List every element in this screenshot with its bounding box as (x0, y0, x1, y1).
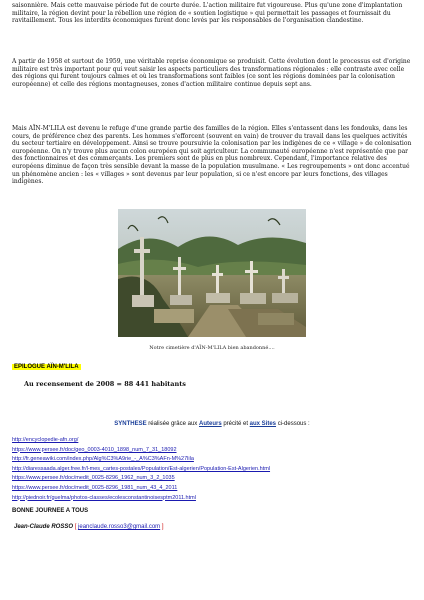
census-line: Au recensement de 2008 = 88 441 habitants (24, 380, 186, 388)
paragraph-3: Mais AÏN-M'LILA est devenu le refuge d'une grande partie des familles de la région. Elles s'entassent dans les fondouks, dans les cours, de préférence chez des parents. Les hommes s'efforcent (souvent en vain) de trouver du travail dans les quelques activités du secteur tertiaire en développement. Ainsi se trouve poursuivie la colonisation par les indigènes de ce « village » de colonisation européenne. On n'y trouve plus aucun colon européen qui soit agriculteur. La communauté européenne n'est représentée que par des fonctionnaires et des commerçants. Les premiers sont de plus en plus nombreux. Cependant, l'importance relative des européens diminue de façon très sensible devant la masse de la population musulmane. « Les regroupements » ont donc accentué un phénomène ancien : les « villages » sont devenus par leur population, si ce n'est encore par leurs fonctions, des villages indigènes. (12, 125, 412, 186)
source-link[interactable]: http://piednoir.fr/guelma/photos-classes/ecolesconstantinoisesptm2011.html (12, 494, 196, 501)
source-link[interactable]: http://fr.geneawiki.com/index.php/Alg%C3%A9rie_-_A%C3%AFn-M%27lila (12, 456, 194, 463)
source-link[interactable]: http://encyclopedie-afn.org/ (12, 437, 79, 443)
auteurs-link[interactable]: Auteurs (198, 421, 222, 427)
cemetery-photo (118, 209, 306, 337)
source-link[interactable]: https://www.persee.fr/doc/geo_0003-4010_1898_num_7_31_18092 (12, 446, 177, 453)
synthese-text-3: ci-dessous : (276, 421, 310, 427)
source-link[interactable]: https://www.persee.fr/doc/medit_0025-8296_1981_num_43_4_2011 (12, 484, 178, 491)
synthese-text-1: réalisée grâce aux (146, 421, 199, 427)
synthese-title: SYNTHESE (114, 421, 147, 427)
source-link[interactable]: http://diaressaada.alger.free.fr/l-mes_cartes-postales/Population/Est-algerien/Population-Est-Algerien.html (12, 465, 271, 472)
sites-link[interactable]: aux Sites (249, 421, 277, 427)
signature (14, 524, 164, 530)
closing-greeting: BONNE JOURNEE A TOUS (12, 508, 89, 514)
bracket-open: [ (74, 524, 77, 530)
author-name: Jean-Claude ROSSO (14, 524, 74, 530)
author-email-link[interactable]: jeanclaude.rosso3@gmail.com (78, 524, 161, 530)
synthese-line (0, 421, 424, 427)
bracket-close: ] (161, 524, 164, 530)
source-link[interactable]: https://www.persee.fr/doc/medit_0025-8296_1962_num_3_2_1035 (12, 475, 175, 482)
synthese-text-2: précité et (221, 421, 250, 427)
paragraph-1: saisonnière. Mais cette mauvaise période fut de courte durée. L'action militaire fut vigoureuse. Plus qu'une zone d'implantation militaire, la région devint pour la rébellion une région de « soutien logistique » qui permettait les passages et fournissait du ravitaillement. Tous les interdits économiques furent donc levés par les responsables de l'organisation clandestine. (12, 2, 403, 25)
epilogue-heading: EPILOGUE AÏN-M'LILA (14, 364, 79, 370)
photo-caption: Notre cimetière d'AÏN-M'LILA bien abandonné.... (149, 345, 275, 351)
source-links-list (12, 436, 270, 503)
paragraph-2: A partir de 1958 et surtout de 1959, une véritable reprise économique se produisit. Cette évolution dont le processus est d'origine militaire est très important pour qui veut saisir les aspects particuliers des transformations régionales : elle contraste avec celle des régions qui furent toujours calmes et où les transformations sont faibles (ce sont les régions dominées par la colonisation européenne) et celle des régions montagneuses, zones d'action militaire continue depuis sept ans. (12, 58, 411, 88)
